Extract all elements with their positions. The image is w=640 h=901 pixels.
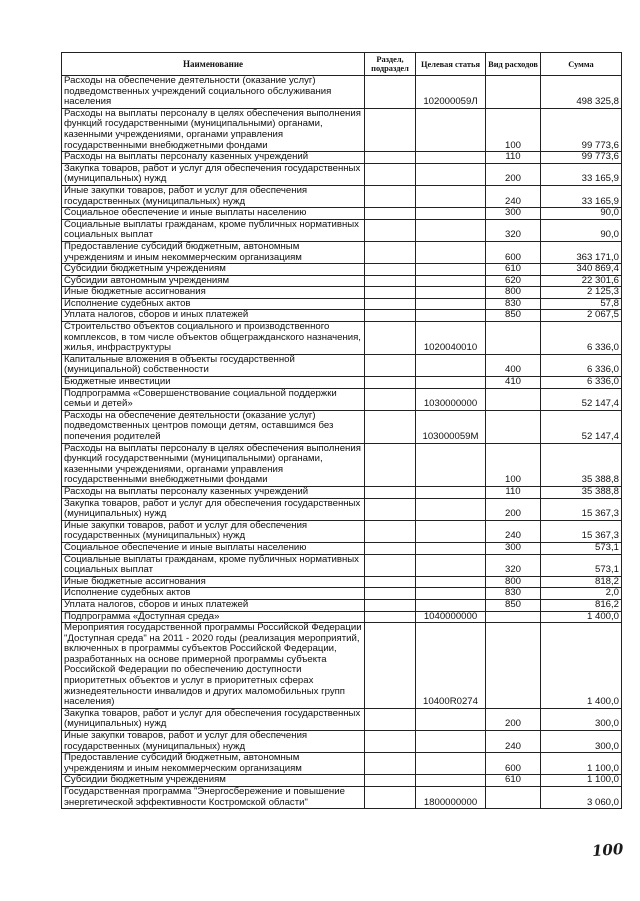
cell-kind: 410 <box>486 377 541 389</box>
cell-section <box>365 388 416 410</box>
cell-name: Предоставление субсидий бюджетным, автономным учреждениям и иным некоммерческим организациям <box>62 241 365 263</box>
table-row <box>62 322 622 355</box>
table-row <box>62 163 622 185</box>
cell-section <box>365 611 416 623</box>
cell-target: 103000059М <box>416 410 486 443</box>
table-row <box>62 576 622 588</box>
cell-name: Мероприятия государственной программы Российской Федерации "Доступная среда" на 2011 - 2020 годы (реализация мероприятий, включенных в программы субъектов Российской Федерации, разработанных на основе примерной программы субъекта Российской Федерации по обеспечению доступности приоритетных объектов и услуг в приоритетных сферах жизнедеятельности инвалидов и других маломобильных групп населения) <box>62 623 365 709</box>
cell-target <box>416 486 486 498</box>
cell-section <box>365 542 416 554</box>
cell-kind <box>486 623 541 709</box>
budget-page <box>61 52 622 809</box>
cell-name: Расходы на выплаты персоналу казенных учреждений <box>62 152 365 164</box>
cell-target <box>416 588 486 600</box>
table-row <box>62 708 622 730</box>
cell-kind: 200 <box>486 708 541 730</box>
cell-name: Социальные выплаты гражданам, кроме публичных нормативных социальных выплат <box>62 219 365 241</box>
table-row <box>62 377 622 389</box>
cell-target <box>416 708 486 730</box>
cell-sum: 35 388,8 <box>541 443 622 486</box>
table-row <box>62 498 622 520</box>
cell-sum: 99 773,6 <box>541 108 622 151</box>
cell-name: Закупка товаров, работ и услуг для обеспечения государственных (муниципальных) нужд <box>62 498 365 520</box>
cell-sum: 300,0 <box>541 731 622 753</box>
table-row <box>62 354 622 376</box>
cell-section <box>365 708 416 730</box>
table-header-row <box>62 53 622 76</box>
cell-kind: 600 <box>486 241 541 263</box>
cell-section <box>365 275 416 287</box>
cell-target <box>416 443 486 486</box>
cell-kind: 240 <box>486 185 541 207</box>
cell-section <box>365 753 416 775</box>
cell-sum: 1 100,0 <box>541 775 622 787</box>
cell-kind: 830 <box>486 588 541 600</box>
cell-name: Предоставление субсидий бюджетным, автономным учреждениям и иным некоммерческим организациям <box>62 753 365 775</box>
cell-section <box>365 264 416 276</box>
cell-target <box>416 354 486 376</box>
cell-sum: 33 165,9 <box>541 185 622 207</box>
cell-name: Подпрограмма «Доступная среда» <box>62 611 365 623</box>
cell-kind: 610 <box>486 264 541 276</box>
cell-kind <box>486 611 541 623</box>
cell-target <box>416 241 486 263</box>
cell-target: 1800000000 <box>416 787 486 809</box>
cell-target <box>416 554 486 576</box>
cell-section <box>365 410 416 443</box>
cell-kind: 100 <box>486 443 541 486</box>
cell-target <box>416 163 486 185</box>
table-row <box>62 152 622 164</box>
cell-target <box>416 275 486 287</box>
cell-sum: 498 325,8 <box>541 76 622 109</box>
cell-name: Закупка товаров, работ и услуг для обеспечения государственных (муниципальных) нужд <box>62 163 365 185</box>
cell-sum: 15 367,3 <box>541 498 622 520</box>
table-row <box>62 542 622 554</box>
cell-target <box>416 310 486 322</box>
cell-sum: 90,0 <box>541 219 622 241</box>
cell-sum: 90,0 <box>541 208 622 220</box>
cell-kind <box>486 322 541 355</box>
cell-name: Субсидии бюджетным учреждениям <box>62 775 365 787</box>
cell-target: 1040000000 <box>416 611 486 623</box>
cell-kind: 240 <box>486 731 541 753</box>
cell-target <box>416 576 486 588</box>
table-body <box>62 76 622 809</box>
cell-target <box>416 152 486 164</box>
cell-target <box>416 185 486 207</box>
cell-kind: 200 <box>486 163 541 185</box>
cell-name: Исполнение судебных актов <box>62 588 365 600</box>
cell-target: 1020040010 <box>416 322 486 355</box>
cell-kind: 320 <box>486 219 541 241</box>
table-row <box>62 298 622 310</box>
table-row <box>62 76 622 109</box>
cell-section <box>365 520 416 542</box>
cell-name: Строительство объектов социального и производственного комплексов, в том числе объектов общегражданского назначения, жилья, инфраструктуры <box>62 322 365 355</box>
cell-kind: 240 <box>486 520 541 542</box>
cell-section <box>365 241 416 263</box>
cell-name: Исполнение судебных актов <box>62 298 365 310</box>
cell-sum: 52 147,4 <box>541 388 622 410</box>
table-row <box>62 787 622 809</box>
table-row <box>62 264 622 276</box>
cell-sum: 15 367,3 <box>541 520 622 542</box>
cell-kind: 320 <box>486 554 541 576</box>
page-number: 100 <box>591 839 624 861</box>
cell-kind: 400 <box>486 354 541 376</box>
cell-target <box>416 264 486 276</box>
cell-name: Субсидии бюджетным учреждениям <box>62 264 365 276</box>
cell-section <box>365 322 416 355</box>
cell-section <box>365 576 416 588</box>
cell-name: Иные бюджетные ассигнования <box>62 576 365 588</box>
cell-target <box>416 298 486 310</box>
cell-kind: 200 <box>486 498 541 520</box>
cell-kind: 600 <box>486 753 541 775</box>
table-row <box>62 753 622 775</box>
cell-section <box>365 310 416 322</box>
cell-section <box>365 76 416 109</box>
cell-target <box>416 599 486 611</box>
cell-kind: 110 <box>486 486 541 498</box>
cell-sum: 52 147,4 <box>541 410 622 443</box>
cell-section <box>365 108 416 151</box>
cell-section <box>365 185 416 207</box>
cell-section <box>365 287 416 299</box>
cell-sum: 6 336,0 <box>541 322 622 355</box>
table-row <box>62 599 622 611</box>
cell-target <box>416 775 486 787</box>
cell-name: Расходы на обеспечение деятельности (оказание услуг) подведомственных учреждений социального обслуживания населения <box>62 76 365 109</box>
cell-sum: 3 060,0 <box>541 787 622 809</box>
cell-section <box>365 163 416 185</box>
cell-target <box>416 731 486 753</box>
cell-target: 1030000000 <box>416 388 486 410</box>
cell-sum: 2 067,5 <box>541 310 622 322</box>
cell-name: Иные закупки товаров, работ и услуг для обеспечения государственных (муниципальных) нужд <box>62 731 365 753</box>
cell-section <box>365 588 416 600</box>
cell-target: 10400R0274 <box>416 623 486 709</box>
cell-kind: 620 <box>486 275 541 287</box>
table-row <box>62 410 622 443</box>
cell-sum: 22 301,6 <box>541 275 622 287</box>
cell-kind: 610 <box>486 775 541 787</box>
cell-name: Иные закупки товаров, работ и услуг для обеспечения государственных (муниципальных) нужд <box>62 520 365 542</box>
cell-section <box>365 443 416 486</box>
cell-section <box>365 377 416 389</box>
cell-target <box>416 520 486 542</box>
table-row <box>62 185 622 207</box>
cell-name: Уплата налогов, сборов и иных платежей <box>62 599 365 611</box>
cell-target <box>416 208 486 220</box>
table-row <box>62 588 622 600</box>
cell-name: Бюджетные инвестиции <box>62 377 365 389</box>
table-row <box>62 241 622 263</box>
cell-kind: 800 <box>486 287 541 299</box>
cell-kind <box>486 388 541 410</box>
table-row <box>62 310 622 322</box>
cell-kind: 830 <box>486 298 541 310</box>
cell-kind: 100 <box>486 108 541 151</box>
cell-target <box>416 753 486 775</box>
cell-target <box>416 287 486 299</box>
cell-sum: 33 165,9 <box>541 163 622 185</box>
table-row <box>62 287 622 299</box>
cell-section <box>365 775 416 787</box>
cell-sum: 35 388,8 <box>541 486 622 498</box>
cell-sum: 1 400,0 <box>541 623 622 709</box>
cell-section <box>365 599 416 611</box>
cell-sum: 816,2 <box>541 599 622 611</box>
budget-table <box>61 52 622 809</box>
cell-sum: 2 125,3 <box>541 287 622 299</box>
column-header-name: Наименование <box>62 53 365 76</box>
cell-kind <box>486 76 541 109</box>
table-row <box>62 486 622 498</box>
column-header-kind: Вид расходов <box>486 53 541 76</box>
cell-section <box>365 554 416 576</box>
cell-section <box>365 152 416 164</box>
table-row <box>62 775 622 787</box>
cell-sum: 573,1 <box>541 542 622 554</box>
cell-kind: 110 <box>486 152 541 164</box>
cell-name: Капитальные вложения в объекты государственной (муниципальной) собственности <box>62 354 365 376</box>
cell-name: Расходы на выплаты персоналу казенных учреждений <box>62 486 365 498</box>
cell-name: Подпрограмма «Совершенствование социальной поддержки семьи и детей» <box>62 388 365 410</box>
table-row <box>62 219 622 241</box>
cell-name: Закупка товаров, работ и услуг для обеспечения государственных (муниципальных) нужд <box>62 708 365 730</box>
cell-name: Государственная программа "Энергосбережение и повышение энергетической эффективности Костромской области" <box>62 787 365 809</box>
cell-section <box>365 298 416 310</box>
cell-name: Уплата налогов, сборов и иных платежей <box>62 310 365 322</box>
cell-sum: 2,0 <box>541 588 622 600</box>
cell-section <box>365 219 416 241</box>
cell-section <box>365 208 416 220</box>
table-row <box>62 208 622 220</box>
cell-section <box>365 498 416 520</box>
table-row <box>62 108 622 151</box>
column-header-sum: Сумма <box>541 53 622 76</box>
cell-kind <box>486 787 541 809</box>
cell-name: Иные закупки товаров, работ и услуг для обеспечения государственных (муниципальных) нужд <box>62 185 365 207</box>
table-row <box>62 443 622 486</box>
cell-target: 102000059Л <box>416 76 486 109</box>
cell-name: Расходы на выплаты персоналу в целях обеспечения выполнения функций государственными (муниципальными) органами, казенными учреждениями, органами управления государственными внебюджетными фондами <box>62 443 365 486</box>
cell-sum: 6 336,0 <box>541 377 622 389</box>
cell-target <box>416 219 486 241</box>
cell-name: Социальное обеспечение и иные выплаты населению <box>62 208 365 220</box>
table-row <box>62 623 622 709</box>
cell-kind: 850 <box>486 599 541 611</box>
cell-kind: 850 <box>486 310 541 322</box>
cell-target <box>416 377 486 389</box>
cell-target <box>416 498 486 520</box>
cell-section <box>365 354 416 376</box>
cell-sum: 300,0 <box>541 708 622 730</box>
table-row <box>62 611 622 623</box>
table-row <box>62 731 622 753</box>
cell-sum: 1 100,0 <box>541 753 622 775</box>
cell-sum: 99 773,6 <box>541 152 622 164</box>
cell-sum: 6 336,0 <box>541 354 622 376</box>
table-row <box>62 554 622 576</box>
cell-name: Социальные выплаты гражданам, кроме публичных нормативных социальных выплат <box>62 554 365 576</box>
cell-sum: 363 171,0 <box>541 241 622 263</box>
cell-name: Субсидии автономным учреждениям <box>62 275 365 287</box>
cell-section <box>365 623 416 709</box>
cell-kind: 300 <box>486 208 541 220</box>
cell-target <box>416 108 486 151</box>
cell-kind: 800 <box>486 576 541 588</box>
cell-name: Расходы на выплаты персоналу в целях обеспечения выполнения функций государственными (муниципальными) органами, казенными учреждениями, органами управления государственными внебюджетными фондами <box>62 108 365 151</box>
cell-kind: 300 <box>486 542 541 554</box>
cell-sum: 573,1 <box>541 554 622 576</box>
table-row <box>62 275 622 287</box>
cell-sum: 818,2 <box>541 576 622 588</box>
cell-name: Социальное обеспечение и иные выплаты населению <box>62 542 365 554</box>
column-header-section: Раздел, подраздел <box>365 53 416 76</box>
cell-sum: 1 400,0 <box>541 611 622 623</box>
cell-sum: 340 869,4 <box>541 264 622 276</box>
cell-name: Иные бюджетные ассигнования <box>62 287 365 299</box>
table-row <box>62 520 622 542</box>
cell-target <box>416 542 486 554</box>
cell-kind <box>486 410 541 443</box>
table-row <box>62 388 622 410</box>
cell-section <box>365 787 416 809</box>
column-header-target: Целевая статья <box>416 53 486 76</box>
cell-section <box>365 731 416 753</box>
cell-section <box>365 486 416 498</box>
cell-name: Расходы на обеспечение деятельности (оказание услуг) подведомственных центров помощи детям, оставшимся без попечения родителей <box>62 410 365 443</box>
cell-sum: 57,8 <box>541 298 622 310</box>
